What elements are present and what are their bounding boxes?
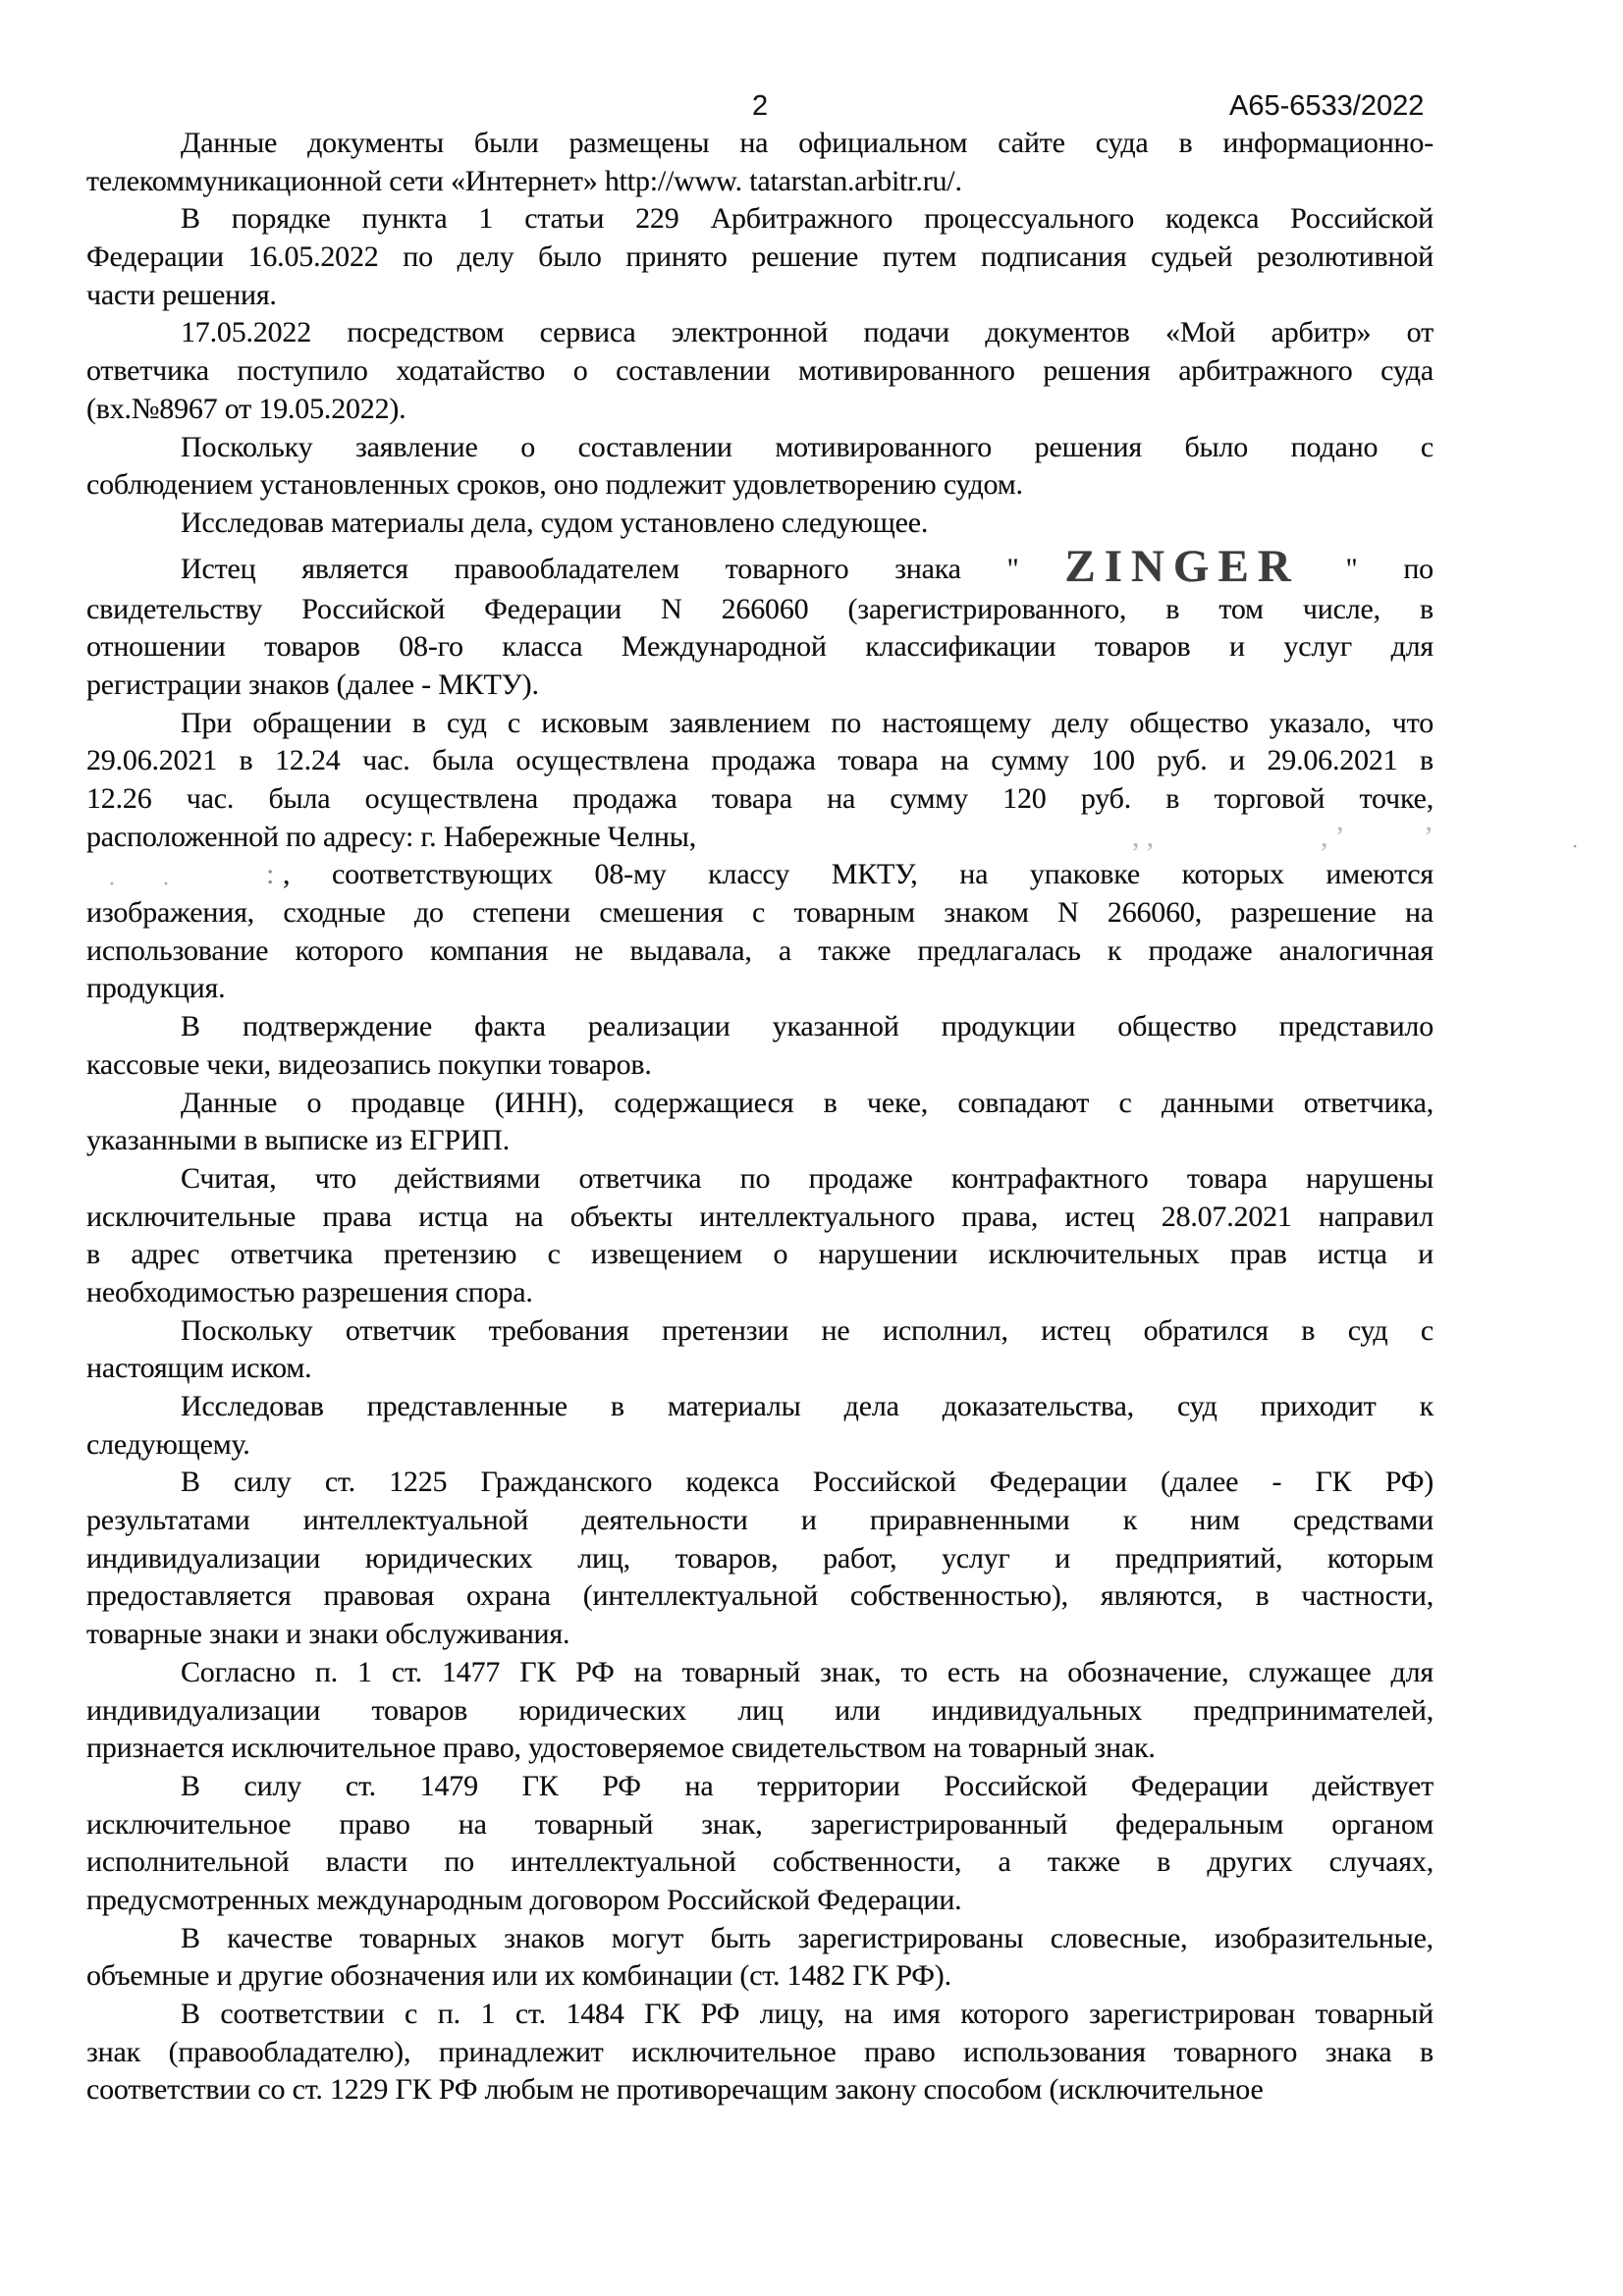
text-line xyxy=(86,1046,1434,1085)
text-run: соблюдением установленных сроков, оно подлежит удовлетворению судом. xyxy=(86,468,1023,502)
text-run: ответчика поступило ходатайство о составлении мотивированного решения арбитражного суда xyxy=(86,354,1434,388)
text-run: Считая, что действиями ответчика по продаже контрафактного товара нарушены xyxy=(181,1161,1434,1195)
text-run: объемные и другие обозначения или их комбинации (ст. 1482 ГК РФ). xyxy=(86,1959,951,1993)
text-run: продукция. xyxy=(86,972,226,1005)
text-run: , соответствующих 08-му классу МКТУ, на упаковке которых имеются xyxy=(283,858,1434,891)
text-run: необходимостью разрешения спора. xyxy=(86,1275,533,1308)
text-run: В соответствии с п. 1 ст. 1484 ГК РФ лицу, на имя которого зарегистрирован товарный xyxy=(181,1998,1434,2030)
text-run: 12.26 час. была осуществлена продажа товара на сумму 120 руб. в торговой точке, xyxy=(86,782,1434,815)
text-line xyxy=(86,505,1434,543)
text-line xyxy=(86,163,1434,201)
text-line xyxy=(86,2034,1434,2072)
page-number: 2 xyxy=(752,90,769,122)
text-line xyxy=(86,239,1434,277)
text-run: Исследовав материалы дела, судом установлено следующее. xyxy=(181,506,929,539)
text-line xyxy=(86,1920,1434,1958)
paragraph xyxy=(86,1996,1434,2109)
case-number: А65-6533/2022 xyxy=(1229,90,1425,122)
text-run: 29.06.2021 в 12.24 час. была осуществлена продажа товара на сумму 100 руб. и 29.06.2021 в xyxy=(86,744,1434,777)
text-run: товарные знаки и знаки обслуживания. xyxy=(86,1618,570,1651)
text-run: свидетельству Российской Федерации N 266060 (зарегистрированного, в том числе, в xyxy=(86,592,1434,625)
text-run: Исследовав представленные в материалы дела доказательства, суд приходит к xyxy=(181,1390,1434,1422)
paragraph xyxy=(86,1388,1434,1464)
paragraph xyxy=(86,1160,1434,1312)
text-line xyxy=(86,1996,1434,2034)
text-line xyxy=(86,894,1434,933)
text-line xyxy=(86,1426,1434,1465)
text-run: индивидуализации юридических лиц, товаров, работ, услуг и предприятий, которым xyxy=(86,1541,1434,1575)
paragraph xyxy=(86,1464,1434,1653)
text-line xyxy=(86,780,1434,819)
text-line xyxy=(86,1464,1434,1502)
text-line xyxy=(86,1806,1434,1844)
text-line xyxy=(86,1350,1434,1388)
paragraph xyxy=(86,125,1434,200)
text-run: предоставляется правовая охрана (интеллектуальной собственностью), являются, в частности, xyxy=(86,1579,1434,1613)
text-line xyxy=(86,200,1434,239)
text-line xyxy=(86,125,1434,163)
text-run: исключительное право на товарный знак, зарегистрированный федеральным органом xyxy=(86,1807,1434,1841)
text-line xyxy=(86,1199,1434,1237)
redaction-mark: · xyxy=(1571,833,1579,860)
text-line xyxy=(86,2071,1434,2109)
open-quote-mark: " xyxy=(1006,552,1065,585)
text-line xyxy=(86,970,1434,1008)
paragraph xyxy=(86,1768,1434,1920)
text-run: части решения. xyxy=(86,278,277,311)
text-run: отношении товаров 08-го класса Международной классификации товаров и услуг для xyxy=(86,630,1434,664)
document-body xyxy=(86,125,1579,2109)
text-run: использование которого компания не выдавала, а также предлагалась к продаже аналогичная xyxy=(86,934,1434,967)
text-run: расположенной по адресу: г. Набережные Челны, xyxy=(86,820,697,853)
paragraph xyxy=(86,505,1434,543)
text-run: знак (правообладателю), принадлежит исключительное право использования товарного знака в xyxy=(86,2035,1434,2068)
text-line xyxy=(86,1577,1434,1616)
paragraph xyxy=(86,1312,1434,1388)
paragraph xyxy=(86,1654,1434,1768)
redaction-mark: : xyxy=(266,858,275,891)
text-line xyxy=(86,628,1434,667)
text-line xyxy=(86,1388,1434,1426)
text-line xyxy=(86,1882,1434,1920)
text-line xyxy=(86,1236,1434,1274)
text-line xyxy=(86,1654,1434,1692)
text-run: В порядке пункта 1 статьи 229 Арбитражного процессуального кодекса Российской xyxy=(181,202,1434,236)
redaction-mark: · xyxy=(108,872,116,898)
text-run: регистрации знаков (далее - МКТУ). xyxy=(86,667,539,701)
text-line xyxy=(86,856,1434,898)
text-line xyxy=(86,1008,1434,1046)
text-run: Данные документы были размещены на официальном сайте суда в информационно- xyxy=(181,127,1434,159)
text-run: в адрес ответчика претензию с извещением о нарушении исключительных прав истца и xyxy=(86,1238,1434,1271)
text-run: 17.05.2022 посредством сервиса электронной подачи документов «Мой арбитр» от xyxy=(181,316,1434,349)
text-line xyxy=(86,352,1434,391)
text-line xyxy=(86,1768,1434,1806)
text-line xyxy=(86,1085,1434,1123)
text-line xyxy=(86,819,1579,860)
text-line xyxy=(86,1692,1434,1731)
text-line xyxy=(86,1730,1434,1768)
redaction-mark: , ’ xyxy=(1321,820,1345,853)
text-run: результатами интеллектуальной деятельности и приравненными к ним средствами xyxy=(86,1504,1434,1537)
text-line xyxy=(86,540,1434,592)
text-run: В силу ст. 1479 ГК РФ на территории Российской Федерации действует xyxy=(181,1769,1434,1802)
text-run: Федерации 16.05.2022 по делу было принято решение путем подписания судьей резолютивной xyxy=(86,240,1434,274)
text-run: предусмотренных международным договором Российской Федерации. xyxy=(86,1883,962,1916)
text-run: исключительные права истца на объекты интеллектуального права, истец 28.07.2021 направил xyxy=(86,1200,1434,1233)
text-line xyxy=(86,591,1434,629)
text-line xyxy=(86,314,1434,352)
text-run: признается исключительное право, удостоверяемое свидетельством на товарный знак. xyxy=(86,1732,1156,1765)
paragraph xyxy=(86,200,1434,314)
text-line xyxy=(86,1502,1434,1540)
text-run: В силу ст. 1225 Гражданского кодекса Российской Федерации (далее - ГК РФ) xyxy=(181,1466,1434,1499)
text-run: При обращении в суд с исковым заявлением по настоящему делу общество указало, что xyxy=(181,706,1434,739)
text-run: следующему. xyxy=(86,1427,250,1461)
text-run: настоящим иском. xyxy=(86,1352,312,1385)
trademark-line-text: по xyxy=(1357,552,1434,585)
zinger-trademark-logo: ZINGER xyxy=(1064,540,1300,592)
text-line xyxy=(86,1843,1434,1882)
text-line xyxy=(86,1274,1434,1312)
text-line xyxy=(86,1160,1434,1199)
paragraph xyxy=(86,314,1434,428)
text-run: (вх.№8967 от 19.05.2022). xyxy=(86,392,406,425)
text-run: изображения, сходные до степени смешения с товарным знаком N 266060, разрешение на xyxy=(86,896,1434,930)
text-run: Согласно п. 1 ст. 1477 ГК РФ на товарный знак, то есть на обозначение, служащее для xyxy=(181,1655,1434,1688)
text-line xyxy=(86,1312,1434,1351)
text-run: соответствии со ст. 1229 ГК РФ любым не противоречащим закону способом (исключительное xyxy=(86,2073,1264,2107)
text-run: указанными в выписке из ЕГРИП. xyxy=(86,1124,511,1157)
text-line xyxy=(86,933,1434,971)
paragraph xyxy=(86,429,1434,505)
redaction-mark: ’ xyxy=(1424,820,1434,853)
paragraph xyxy=(86,1920,1434,1996)
text-line xyxy=(86,1122,1434,1160)
text-run: индивидуализации товаров юридических лиц или индивидуальных предпринимателей, xyxy=(86,1693,1434,1727)
text-line xyxy=(86,705,1434,743)
text-line xyxy=(86,667,1434,705)
text-run: В подтверждение факта реализации указанной продукции общество представило xyxy=(181,1010,1434,1043)
text-run: Данные о продавце (ИНН), содержащиеся в чеке, совпадают с данными ответчика, xyxy=(181,1086,1434,1119)
text-line xyxy=(86,429,1434,467)
text-line xyxy=(86,466,1434,505)
text-run: телекоммуникационной сети «Интернет» http://www. tatarstan.arbitr.ru/. xyxy=(86,164,962,197)
text-line xyxy=(86,277,1434,315)
text-line xyxy=(86,1540,1434,1578)
paragraph xyxy=(86,1008,1434,1084)
text-line xyxy=(86,1957,1434,1996)
text-line xyxy=(86,742,1434,780)
text-line xyxy=(86,391,1434,429)
trademark-line-text: Истец является правообладателем товарного знака xyxy=(181,552,1007,585)
text-run: кассовые чеки, видеозапись покупки товаров. xyxy=(86,1047,652,1081)
text-line xyxy=(86,1616,1434,1654)
paragraph xyxy=(86,705,1579,1009)
close-quote-mark: " xyxy=(1299,552,1358,585)
paragraph xyxy=(86,1085,1434,1160)
text-run: Поскольку заявление о составлении мотивированного решения было подано с xyxy=(181,430,1434,463)
redaction-mark: · xyxy=(162,872,170,898)
text-run: В качестве товарных знаков могут быть зарегистрированы словесные, изобразительные, xyxy=(181,1921,1434,1954)
paragraph xyxy=(86,540,1434,705)
redaction-mark: , , xyxy=(1132,820,1154,853)
text-run: Поскольку ответчик требования претензии не исполнил, истец обратился в суд с xyxy=(181,1313,1434,1347)
text-run: исполнительной власти по интеллектуальной собственности, а также в других случаях, xyxy=(86,1845,1434,1879)
